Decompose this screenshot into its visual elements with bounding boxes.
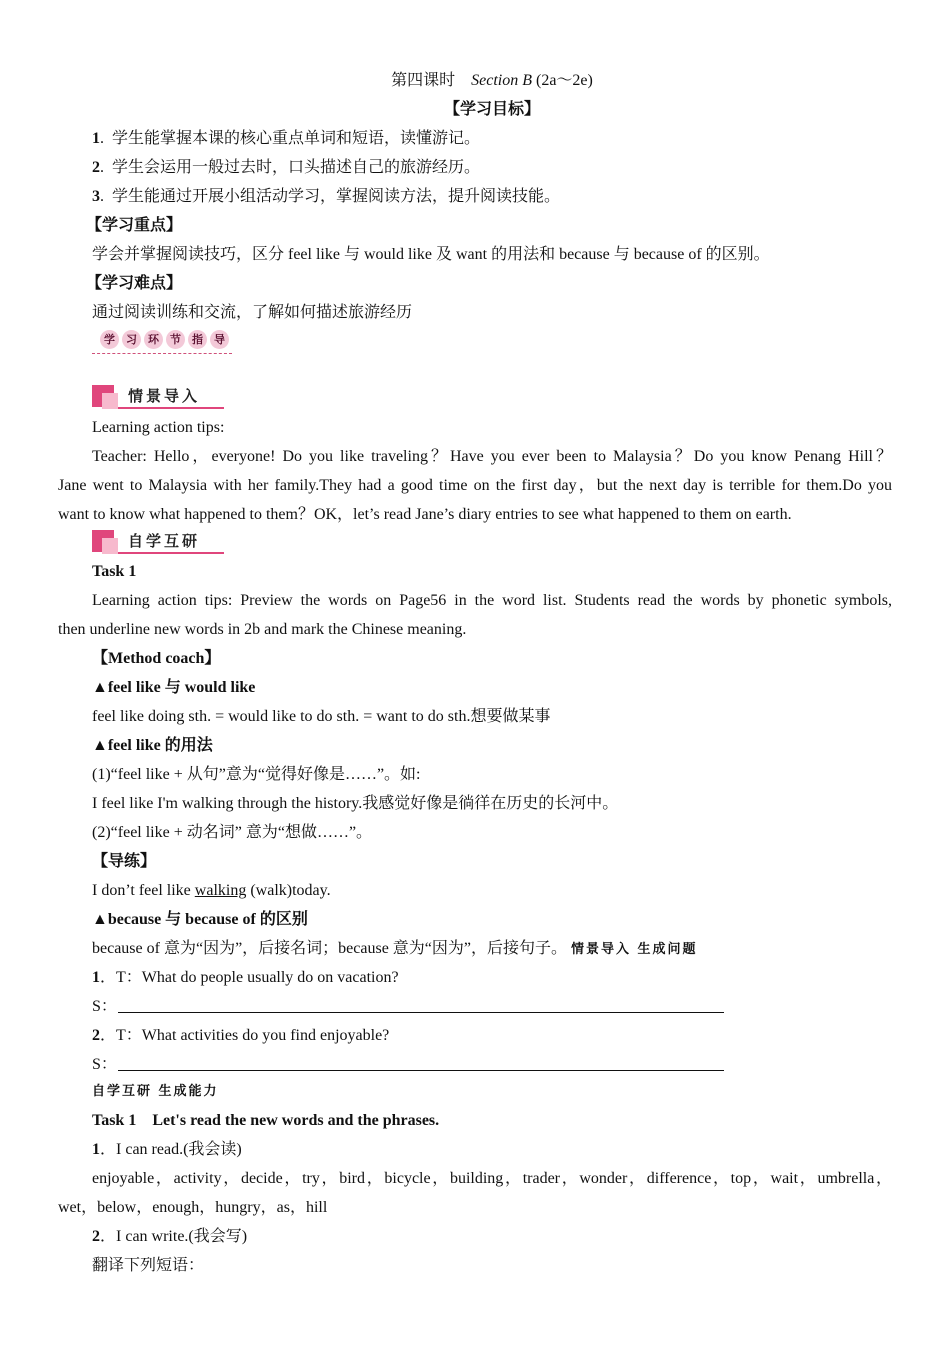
self-study-section-title: 自学互研 xyxy=(128,532,201,550)
read-label: I can read.(我会读) xyxy=(116,1141,242,1158)
qa-question-text: T：What activities do you find enjoyable? xyxy=(116,1027,390,1044)
task1-words-heading xyxy=(92,1111,439,1131)
guide-badge-char: 学 xyxy=(100,330,119,349)
qa-num: 1 xyxy=(92,969,100,986)
usage-1-example: I feel like I'm walking through the history.我感觉好像是徜徉在历史的长河中。 xyxy=(92,795,619,812)
guide-badge-char: 指 xyxy=(188,330,207,349)
guide-badge-char: 节 xyxy=(166,330,185,349)
task-label: Task 1 xyxy=(92,1112,137,1129)
because-explanation xyxy=(92,939,698,960)
qa-answer-1 xyxy=(92,997,117,1017)
difficulties-heading: 【学习难点】 xyxy=(86,275,183,292)
qa-answer-label: S： xyxy=(92,1056,117,1073)
section-name: Section B xyxy=(471,72,532,89)
objective-num: 2 xyxy=(92,159,100,176)
qa-num: 2 xyxy=(92,1027,100,1044)
translate-label: 翻译下列短语： xyxy=(92,1257,205,1274)
objective-item-2: 2. 学生会运用一般过去时，口头描述自己的旅游经历。 xyxy=(92,159,481,176)
objective-text: 学生能通过开展小组活动学习，掌握阅读方法，提升阅读技能。 xyxy=(112,188,561,205)
drill-sentence xyxy=(92,881,331,901)
read-num: 1 xyxy=(92,1141,100,1158)
task1-tips-line-1: Learning action tips: Preview the words on Page56 in the word list. Students read the words by phonetic symbols, xyxy=(92,592,892,609)
usage-2: (2)“feel like + 动名词” 意为“想做……”。 xyxy=(92,824,373,841)
qa-answer-2 xyxy=(92,1055,117,1075)
ability-label: 自学互研 生成能力 xyxy=(92,1084,219,1099)
key-points-text: 学会并掌握阅读技巧，区分 feel like 与 would like 及 want 的用法和 because 与 because of 的区别。 xyxy=(92,246,770,263)
qa-answer-label: S： xyxy=(92,998,117,1015)
intro-section-header xyxy=(92,383,224,409)
drill-text-before: I don’t feel like xyxy=(92,882,195,899)
write-label: I can write.(我会写) xyxy=(116,1228,248,1245)
section-underline xyxy=(118,407,224,409)
write-num: 2 xyxy=(92,1228,100,1245)
method-coach-heading: 【Method coach】 xyxy=(92,650,221,667)
task1-label: Task 1 xyxy=(92,563,137,580)
write-heading: 2．I can write.(我会写) xyxy=(92,1228,248,1245)
guide-badge-char: 习 xyxy=(122,330,141,349)
objectives-heading: 【学习目标】 xyxy=(443,101,540,118)
key-points-heading: 【学习重点】 xyxy=(86,217,183,234)
objective-item-1: 1. 学生能掌握本课的核心重点单词和短语，读懂游记。 xyxy=(92,130,481,147)
lesson-title xyxy=(0,71,950,91)
section-underline xyxy=(118,552,224,554)
drill-answer: walking xyxy=(194,882,247,899)
read-heading: 1．I can read.(我会读) xyxy=(92,1141,242,1158)
guide-badge-char: 导 xyxy=(210,330,229,349)
usage-heading: ▲feel like 的用法 xyxy=(92,737,213,754)
because-text: because of 意为“因为”，后接名词；because 意为“因为”，后接句子。 xyxy=(92,940,568,957)
read-words-line-1: enjoyable，activity，decide，try，bird，bicycle，building，trader，wonder，difference，top，wait，umbrella， xyxy=(92,1170,893,1187)
section-marker-inner xyxy=(102,538,118,554)
teacher-line-1: Teacher: Hello，everyone! Do you like traveling？Have you ever been to Malaysia？Do you know Penang Hill？ xyxy=(92,448,892,465)
qa-question-text: T：What do people usually do on vacation? xyxy=(116,969,399,986)
self-study-section-header xyxy=(92,528,224,554)
objective-num: 1 xyxy=(92,130,100,147)
read-words-line-2: wet，below，enough，hungry，as，hill xyxy=(58,1199,328,1216)
section-marker-inner xyxy=(102,393,118,409)
because-heading: ▲because 与 because of 的区别 xyxy=(92,911,308,928)
section-range: (2a～2e) xyxy=(536,72,593,89)
task-title: Let's read the new words and the phrases. xyxy=(152,1112,440,1129)
intro-section-title: 情景导入 xyxy=(128,387,201,405)
intro-tips: Learning action tips: xyxy=(92,419,225,436)
answer-blank-2[interactable] xyxy=(118,1070,724,1071)
objective-text: 学生能掌握本课的核心重点单词和短语，读懂游记。 xyxy=(112,130,481,147)
usage-1: (1)“feel like + 从句”意为“觉得好像是……”。如: xyxy=(92,766,421,783)
difficulties-text: 通过阅读训练和交流，了解如何描述旅游经历 xyxy=(92,304,413,321)
task1-tips-line-2: then underline new words in 2b and mark the Chinese meaning. xyxy=(58,621,467,638)
lesson-number: 第四课时 xyxy=(391,72,456,89)
guide-badge-char: 环 xyxy=(144,330,163,349)
qa-question-1: 1．T：What do people usually do on vacation? xyxy=(92,969,399,986)
feel-like-equivalence: feel like doing sth. = would like to do sth. = want to do sth.想要做某事 xyxy=(92,708,551,725)
drill-text-after: (walk)today. xyxy=(246,882,331,899)
objective-text: 学生会运用一般过去时，口头描述自己的旅游经历。 xyxy=(112,159,481,176)
feel-like-heading: ▲feel like 与 would like xyxy=(92,679,256,696)
answer-blank-1[interactable] xyxy=(118,1012,724,1013)
intro-generate-label: 情景导入 生成问题 xyxy=(571,942,698,957)
objective-item-3: 3. 学生能通过开展小组活动学习，掌握阅读方法，提升阅读技能。 xyxy=(92,188,561,205)
objective-num: 3 xyxy=(92,188,100,205)
drill-heading: 【导练】 xyxy=(92,853,157,870)
qa-question-2: 2．T：What activities do you find enjoyable? xyxy=(92,1027,390,1044)
teacher-line-2: Jane went to Malaysia with her family.They had a good time on the first day，but the next day is terrible for them.Do you xyxy=(58,477,892,494)
teacher-line-3: want to know what happened to them？OK，let’s read Jane’s diary entries to see what happened to them on earth. xyxy=(58,506,792,523)
